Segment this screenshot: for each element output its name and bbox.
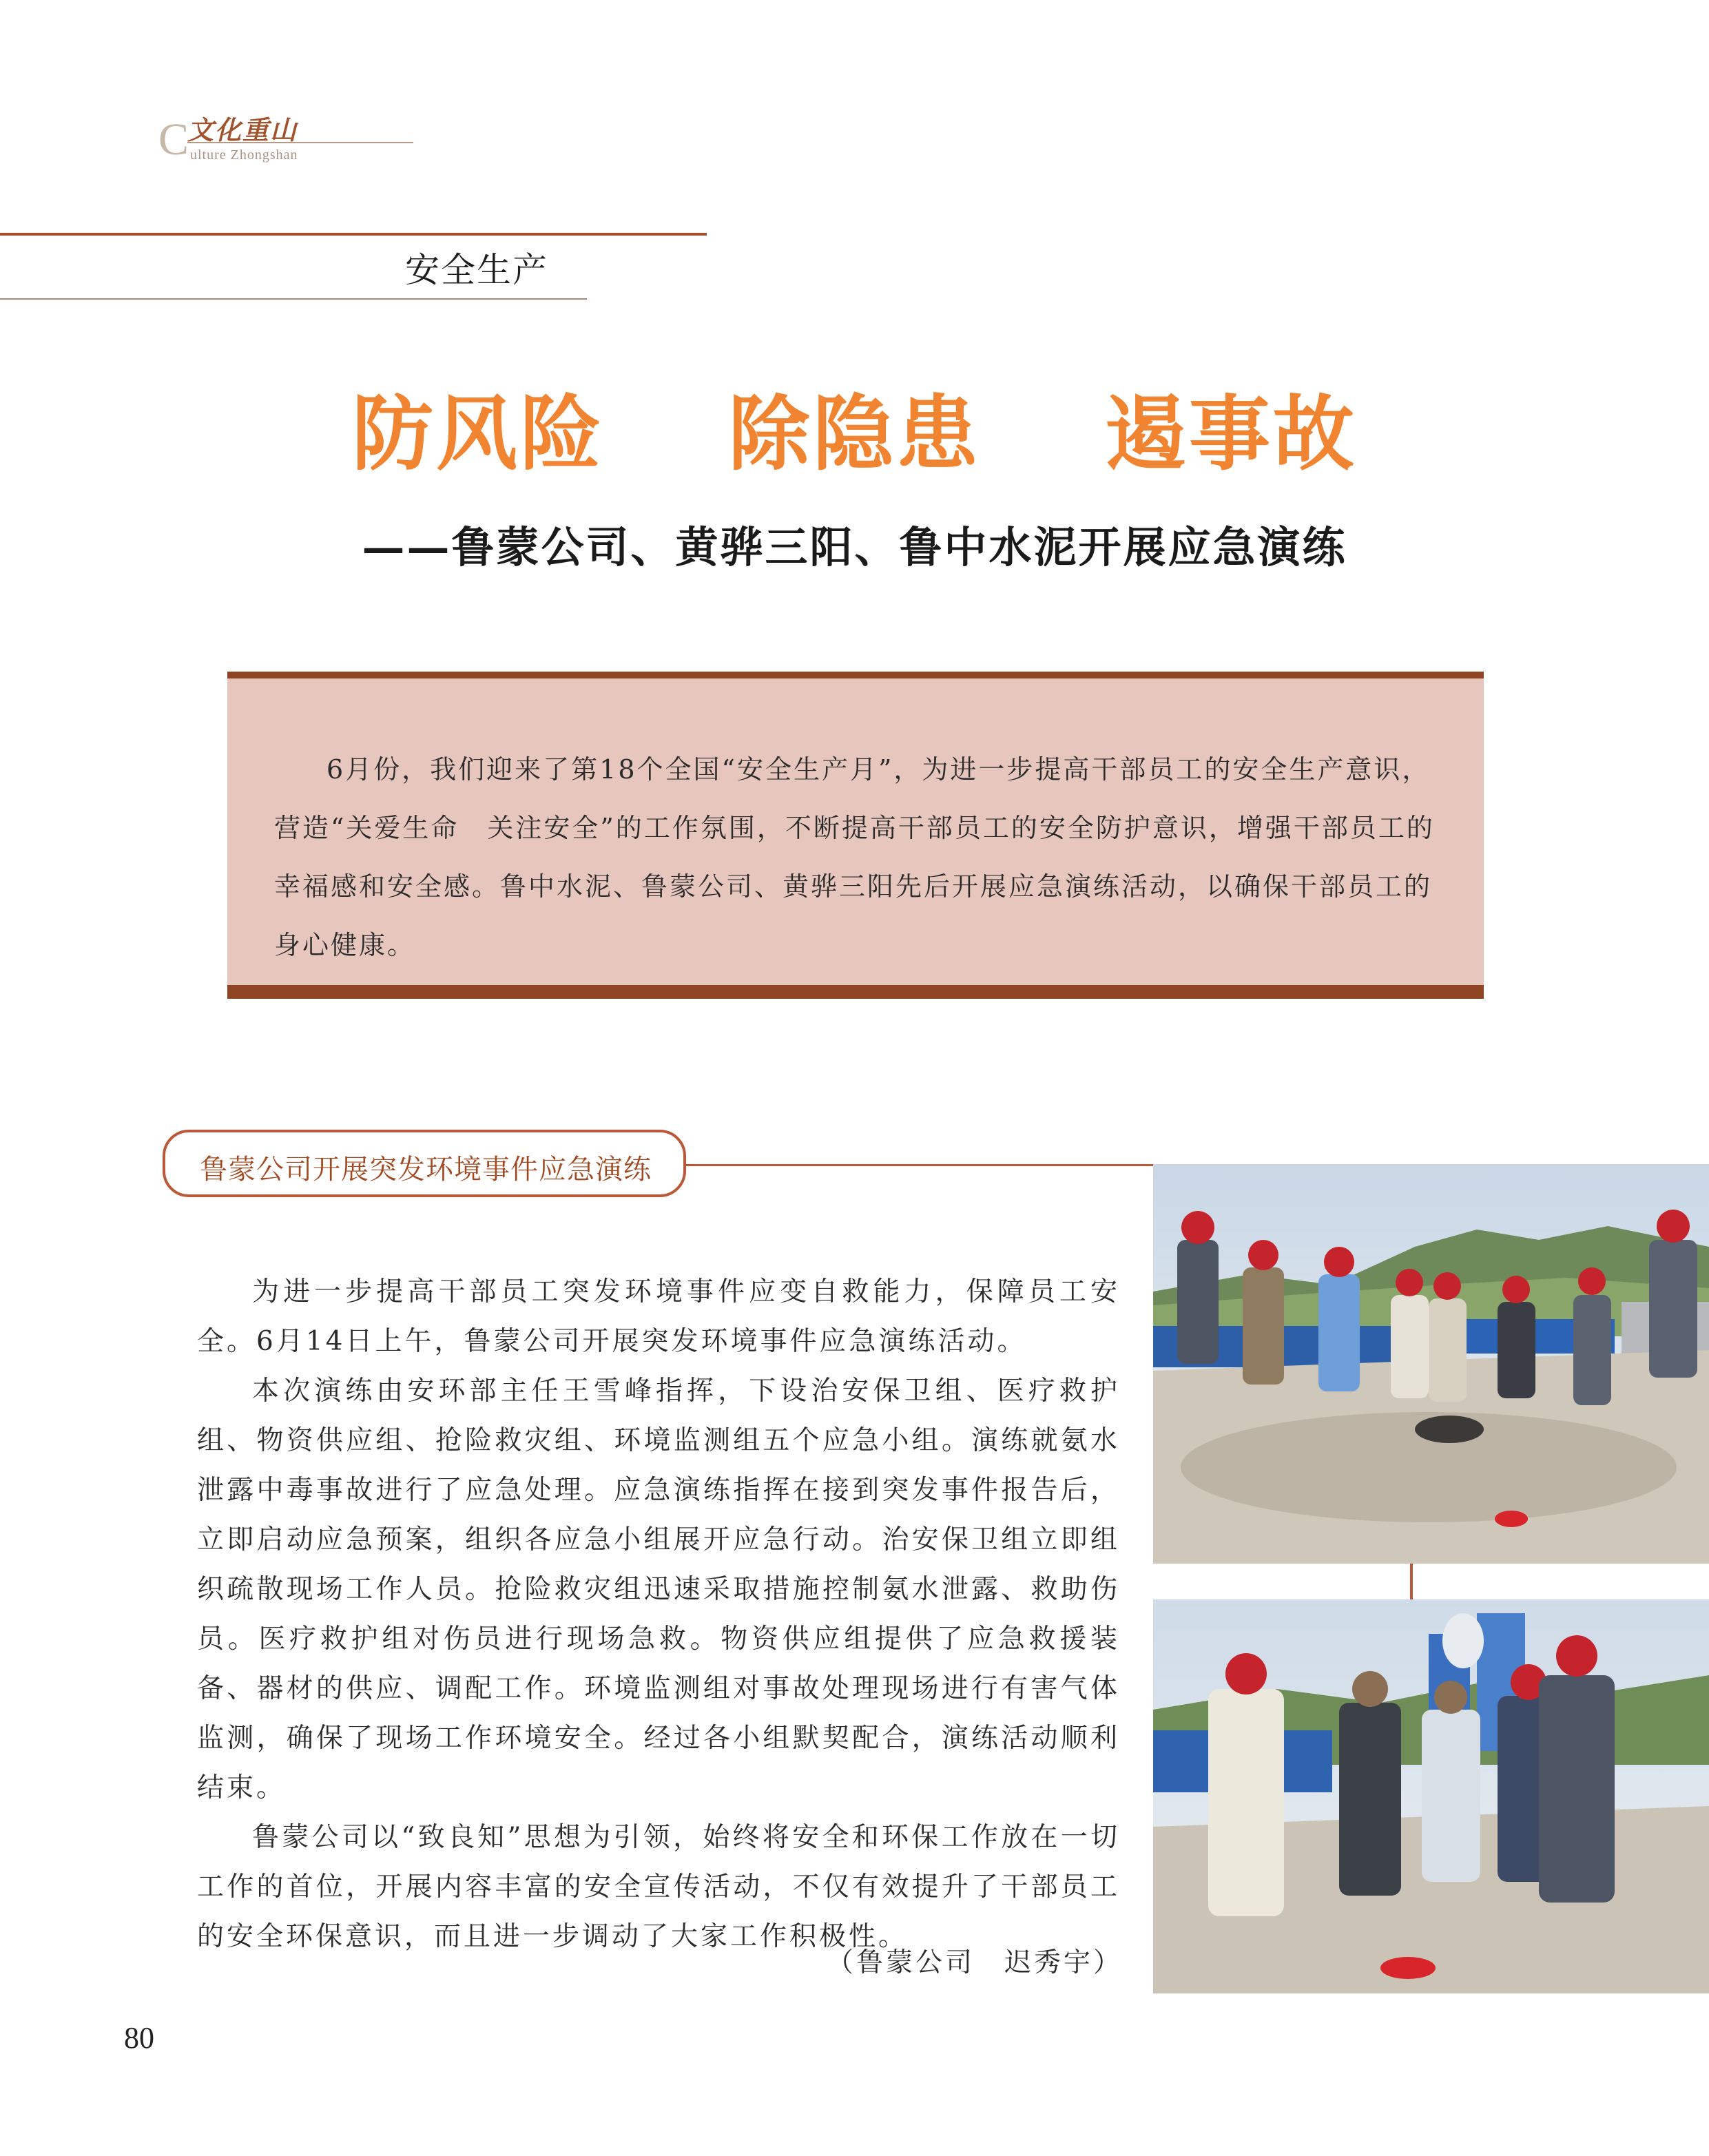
masthead-subtitle: ulture Zhongshan bbox=[190, 147, 298, 163]
page-title: 防风险 除隐患 遏事故 bbox=[352, 386, 1357, 481]
masthead-title: 文化重山 bbox=[187, 114, 298, 145]
intro-text: 6月份，我们迎来了第18个全国“安全生产月”，为进一步提高干部员工的安全生产意识，营造“关爱生命 关注安全”的工作氛围，不断提高干部员工的安全防护意识，增强干部员工的幸福感和安全感。鲁中水泥、鲁蒙公司、黄骅三阳先后开展应急演练活动，以确保干部员工的身心健康。 bbox=[274, 754, 1435, 960]
masthead-initial: C bbox=[158, 114, 189, 165]
masthead-divider bbox=[187, 142, 413, 143]
intro-box bbox=[227, 672, 1484, 999]
article-body bbox=[197, 1267, 1120, 1962]
page-subtitle: ——鲁蒙公司、黄骅三阳、鲁中水泥开展应急演练 bbox=[362, 522, 1347, 572]
heading-connector-line bbox=[685, 1164, 1153, 1166]
article-paragraph: 本次演练由安环部主任王雪峰指挥，下设治安保卫组、医疗救护组、物资供应组、抢险救灾组、环境监测组五个应急小组。演练就氨水泄露中毒事故进行了应急处理。应急演练指挥在接到突发事件报告后，立即启动应急预案，组织各应急小组展开应急行动。治安保卫组立即组织疏散现场工作人员。抢险救灾组迅速采取措施控制氨水泄露、救助伤员。医疗救护组对伤员进行现场急救。物资供应组提供了应急救援装备、器材的供应、调配工作。环境监测组对事故处理现场进行有害气体监测，确保了现场工作环境安全。经过各小组默契配合，演练活动顺利结束。 bbox=[197, 1376, 1120, 1803]
masthead-logo bbox=[158, 103, 413, 172]
section-rule-top bbox=[0, 233, 707, 236]
section-rule-bottom bbox=[0, 298, 587, 300]
photo-divider-line bbox=[1410, 1564, 1413, 1599]
article-byline: （鲁蒙公司 迟秀宇） bbox=[827, 1947, 1123, 1978]
article-paragraph: 鲁蒙公司以“致良知”思想为引领，始终将安全和环保工作放在一切工作的首位，开展内容丰富的安全宣传活动，不仅有效提升了干部员工的安全环保意识，而且进一步调动了大家工作积极性。 bbox=[197, 1822, 1120, 1952]
drill-photo-1 bbox=[1153, 1164, 1709, 1564]
article-heading: 鲁蒙公司开展突发环境事件应急演练 bbox=[200, 1154, 652, 1185]
drill-photo-2 bbox=[1153, 1599, 1709, 1993]
page-number: 80 bbox=[124, 2021, 154, 2055]
article-paragraph: 为进一步提高干部员工突发环境事件应变自救能力，保障员工安全。6月14日上午，鲁蒙公司开展突发环境事件应急演练活动。 bbox=[197, 1276, 1120, 1357]
article-heading-pill bbox=[163, 1130, 686, 1197]
section-label: 安全生产 bbox=[405, 250, 548, 290]
